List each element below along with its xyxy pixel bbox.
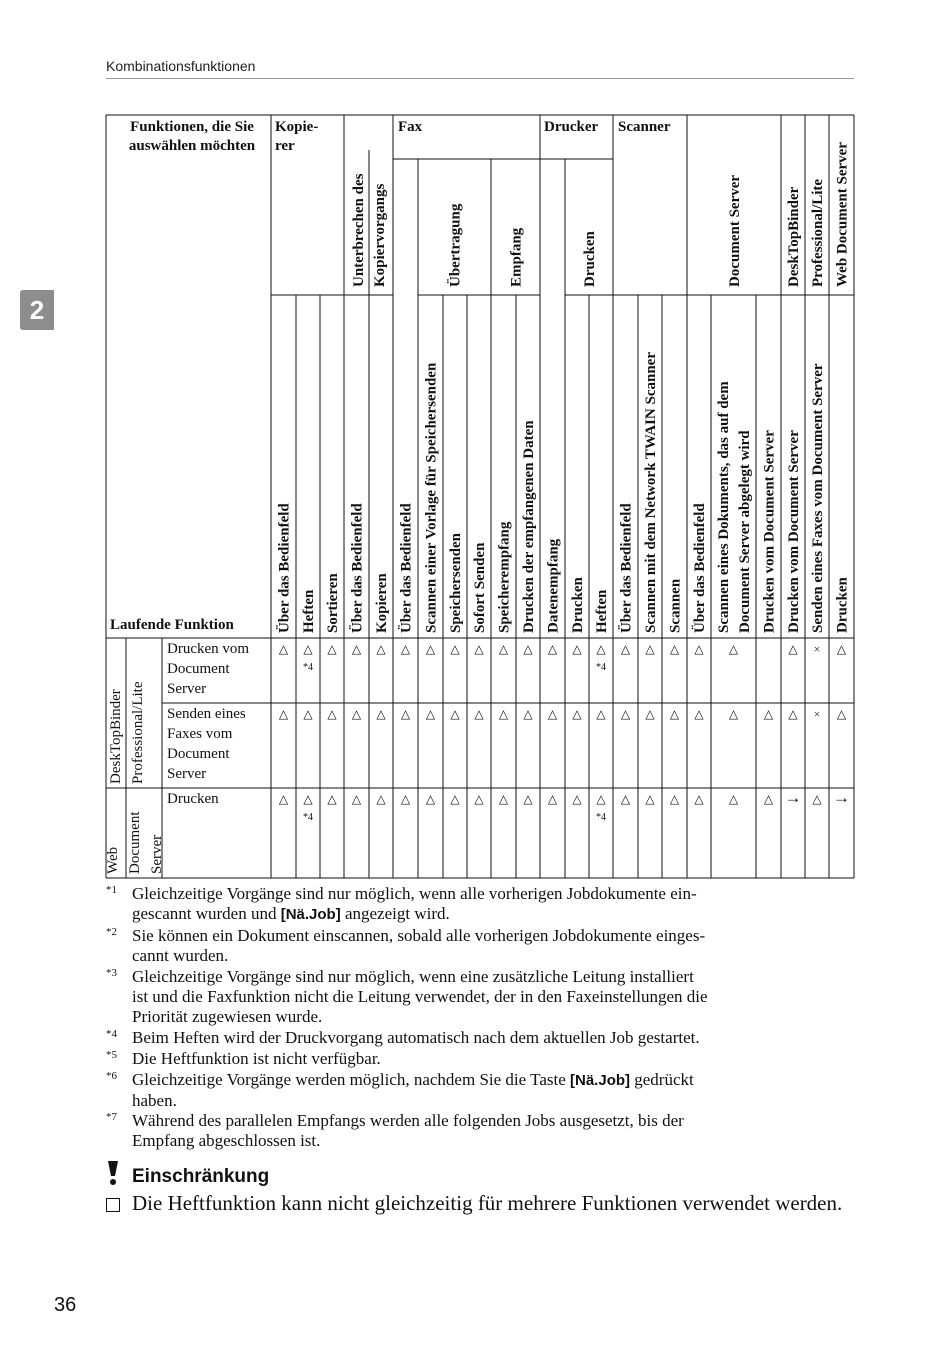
cell-symbol: △: [498, 792, 509, 806]
row-label: Server: [167, 681, 207, 697]
cell-symbol: △: [669, 792, 680, 806]
column-header: Scannen einer Vorlage für Speichersenden: [423, 362, 440, 633]
group-header-transmission: Übertragung: [447, 203, 464, 287]
column-header: Über das Bedienfeld: [349, 503, 366, 633]
cell-symbol: △: [547, 707, 558, 721]
footnote-marker: *1: [106, 884, 117, 896]
cell-symbol: △: [327, 792, 337, 806]
column-header: Sofort Senden: [472, 542, 488, 633]
cell-symbol: △: [450, 707, 460, 721]
cell-symbol: △: [303, 792, 313, 806]
chapter-tab: 2: [20, 290, 54, 330]
corner-label: auswählen möchten: [128, 138, 256, 154]
row-label: Document: [167, 746, 230, 762]
cell-symbol: △: [376, 707, 386, 721]
column-header: Drucken: [834, 577, 851, 633]
footnote-text: gedrückt: [630, 1070, 694, 1089]
footnote-text: haben.: [132, 1091, 177, 1110]
cell-symbol: △: [694, 792, 704, 806]
row-label: Server: [167, 766, 207, 782]
cell-symbol: △: [788, 707, 798, 721]
running-header: Kombinationsfunktionen: [106, 58, 256, 74]
column-header: Speichersenden: [448, 532, 464, 633]
footnote-text: ist und die Faxfunktion nicht die Leitung verwendet, der in den Faxeinstellungen die: [132, 987, 708, 1006]
cell-symbol: △: [523, 707, 533, 721]
group-header-document-server: Document Server: [727, 174, 743, 287]
footnote-text: Gleichzeitige Vorgänge sind nur möglich, wenn alle vorherigen Jobdokumente ein-: [132, 884, 697, 903]
column-header: Scannen eines Dokuments, das auf dem: [716, 381, 732, 633]
cell-symbol: △: [351, 642, 362, 656]
column-header: Heften: [301, 589, 317, 633]
footnote-text: gescannt wurden und: [132, 904, 281, 923]
row-group-label: DeskTopBinder: [108, 689, 124, 784]
column-header: Kopieren: [374, 573, 390, 633]
cell-symbol: △: [474, 707, 484, 721]
running-function-label: Laufende Funktion: [110, 617, 234, 633]
column-header: Drucken der empfangenen Daten: [521, 420, 537, 633]
cell-symbol: △: [498, 707, 509, 721]
cell-symbol: △: [669, 707, 680, 721]
footnote-marker: *4: [106, 1028, 117, 1040]
footnote-marker: *3: [106, 967, 117, 979]
cell-symbol: △: [572, 792, 582, 806]
group-header-interrupt: Unterbrechen des: [351, 173, 367, 287]
cell-footnote-ref: *4: [596, 812, 606, 823]
corner-label: Funktionen, die Sie: [130, 119, 254, 135]
column-header: Drucken: [570, 577, 586, 633]
cell-symbol: △: [474, 792, 484, 806]
footnote-text: Die Heftfunktion ist nicht verfügbar.: [132, 1049, 381, 1068]
cell-symbol: △: [572, 642, 582, 656]
cell-symbol: △: [425, 642, 436, 656]
cell-footnote-ref: *4: [596, 662, 606, 673]
cell-symbol: △: [303, 707, 313, 721]
cell-symbol: △: [596, 642, 606, 656]
cell-symbol: △: [523, 792, 533, 806]
group-header-copier: Kopie-: [275, 119, 319, 135]
footnote-marker: *2: [106, 926, 117, 938]
cell-symbol: △: [645, 707, 655, 721]
cell-symbol: △: [645, 642, 655, 656]
row-label: Senden eines: [167, 706, 246, 722]
cell-symbol: △: [425, 792, 436, 806]
footnote-marker: *6: [106, 1070, 117, 1082]
group-header-printer: Drucker: [544, 119, 599, 135]
cell-symbol: △: [498, 642, 509, 656]
cell-symbol: △: [812, 792, 822, 806]
cell-symbol: △: [400, 707, 411, 721]
column-header: Scannen mit dem Network TWAIN Scanner: [643, 352, 659, 633]
column-header: Senden eines Faxes vom Document Server: [810, 363, 826, 633]
cell-symbol: ×: [813, 642, 821, 656]
group-header-web-ds: Web Document Server: [834, 142, 851, 287]
cell-symbol: △: [327, 707, 337, 721]
footnote-text: Sie können ein Dokument einscannen, sobald alle vorherigen Jobdokumente einges-: [132, 926, 706, 945]
cell-symbol: △: [645, 792, 655, 806]
cell-symbol: △: [351, 707, 362, 721]
cell-symbol: △: [278, 642, 289, 656]
cell-symbol: △: [596, 707, 606, 721]
cell-symbol: △: [620, 792, 631, 806]
cell-symbol: △: [278, 792, 289, 806]
cell-symbol: △: [474, 642, 484, 656]
row-label: Drucken vom: [167, 641, 250, 657]
cell-symbol: △: [547, 792, 558, 806]
footnote-text: cannt wurden.: [132, 946, 229, 965]
cell-symbol: △: [763, 707, 774, 721]
key-label: [Nä.Job]: [280, 906, 341, 923]
cell-symbol: △: [694, 642, 704, 656]
key-label: [Nä.Job]: [570, 1072, 631, 1089]
group-header-fax: Fax: [398, 119, 423, 135]
cell-symbol: ×: [813, 707, 821, 721]
cell-symbol: △: [728, 642, 739, 656]
column-header: Drucken vom Document Server: [786, 430, 802, 633]
checkbox-bullet-icon: [106, 1198, 120, 1212]
column-header: Drucken vom Document Server: [761, 430, 778, 633]
cell-symbol: △: [836, 642, 847, 656]
restriction-text: Die Heftfunktion kann nicht gleichzeitig für mehrere Funktionen verwendet werden.: [132, 1191, 843, 1215]
cell-symbol: △: [400, 642, 411, 656]
cell-symbol: △: [728, 707, 739, 721]
cell-symbol: △: [351, 792, 362, 806]
row-label: Faxes vom: [167, 726, 233, 742]
cell-symbol: △: [836, 707, 847, 721]
row-group-label: Web: [105, 846, 121, 874]
cell-symbol: △: [763, 792, 774, 806]
cell-symbol: △: [303, 642, 313, 656]
cell-symbol: →: [784, 788, 802, 807]
group-header-reception: Empfang: [508, 227, 525, 287]
footnote-text: Gleichzeitige Vorgänge werden möglich, nachdem Sie die Taste: [132, 1070, 571, 1089]
footnote-text: Während des parallelen Empfangs werden alle folgenden Jobs ausgesetzt, bis der: [132, 1111, 684, 1130]
row-group-label: Server: [149, 834, 165, 874]
row-label: Drucken: [167, 791, 219, 807]
cell-symbol: △: [572, 707, 582, 721]
cell-symbol: △: [278, 707, 289, 721]
column-header: Über das Bedienfeld: [692, 503, 708, 633]
column-header: Scannen: [667, 578, 684, 633]
column-header: Speicherempfang: [496, 521, 513, 633]
column-header: Datenempfang: [545, 538, 562, 633]
cell-symbol: △: [327, 642, 337, 656]
cell-symbol: △: [596, 792, 606, 806]
column-header: Sortieren: [325, 573, 341, 633]
restriction-title: Einschränkung: [132, 1166, 270, 1187]
group-header-interrupt: Kopiervorgangs: [372, 183, 388, 287]
cell-symbol: △: [450, 642, 460, 656]
cell-footnote-ref: *4: [303, 662, 313, 673]
column-header: Über das Bedienfeld: [398, 503, 415, 633]
footnote-text: Beim Heften wird der Druckvorgang automatisch nach dem aktuellen Job gestartet.: [132, 1028, 700, 1047]
row-label: Document: [167, 661, 230, 677]
cell-symbol: △: [694, 707, 704, 721]
cell-symbol: →: [833, 788, 850, 807]
footnote-text: Priorität zugewiesen wurde.: [132, 1007, 323, 1026]
group-header-copier: rer: [275, 138, 295, 154]
cell-symbol: △: [425, 707, 436, 721]
cell-symbol: △: [523, 642, 533, 656]
column-header: Über das Bedienfeld: [618, 503, 635, 633]
cell-symbol: △: [400, 792, 411, 806]
cell-symbol: △: [450, 792, 460, 806]
column-header: Document Server abgelegt wird: [737, 430, 753, 633]
cell-symbol: △: [376, 642, 386, 656]
row-group-label: Document: [127, 811, 143, 874]
footnote-text: Gleichzeitige Vorgänge sind nur möglich, wenn eine zusätzliche Leitung installiert: [132, 967, 694, 986]
cell-symbol: △: [620, 707, 631, 721]
cell-footnote-ref: *4: [303, 812, 313, 823]
cell-symbol: △: [620, 642, 631, 656]
cell-symbol: △: [669, 642, 680, 656]
group-header-print: Drucken: [582, 231, 598, 287]
group-header-scanner: Scanner: [618, 119, 671, 135]
column-header: Über das Bedienfeld: [276, 503, 293, 633]
row-group-label: Professional/Lite: [130, 681, 146, 784]
cell-symbol: △: [376, 792, 386, 806]
column-header: Heften: [594, 589, 610, 633]
exclamation-icon: [106, 1160, 120, 1186]
footnote-text: angezeigt wird.: [340, 904, 450, 923]
group-header-desktopbinder: Professional/Lite: [810, 178, 826, 287]
footnote-marker: *5: [106, 1049, 117, 1061]
footnote-text: Empfang abgeschlossen ist.: [132, 1131, 321, 1150]
cell-symbol: △: [788, 642, 798, 656]
group-header-desktopbinder: DeskTopBinder: [786, 186, 802, 287]
page-number: 36: [54, 1294, 77, 1316]
cell-symbol: △: [547, 642, 558, 656]
cell-symbol: △: [728, 792, 739, 806]
footnote-marker: *7: [106, 1111, 117, 1123]
